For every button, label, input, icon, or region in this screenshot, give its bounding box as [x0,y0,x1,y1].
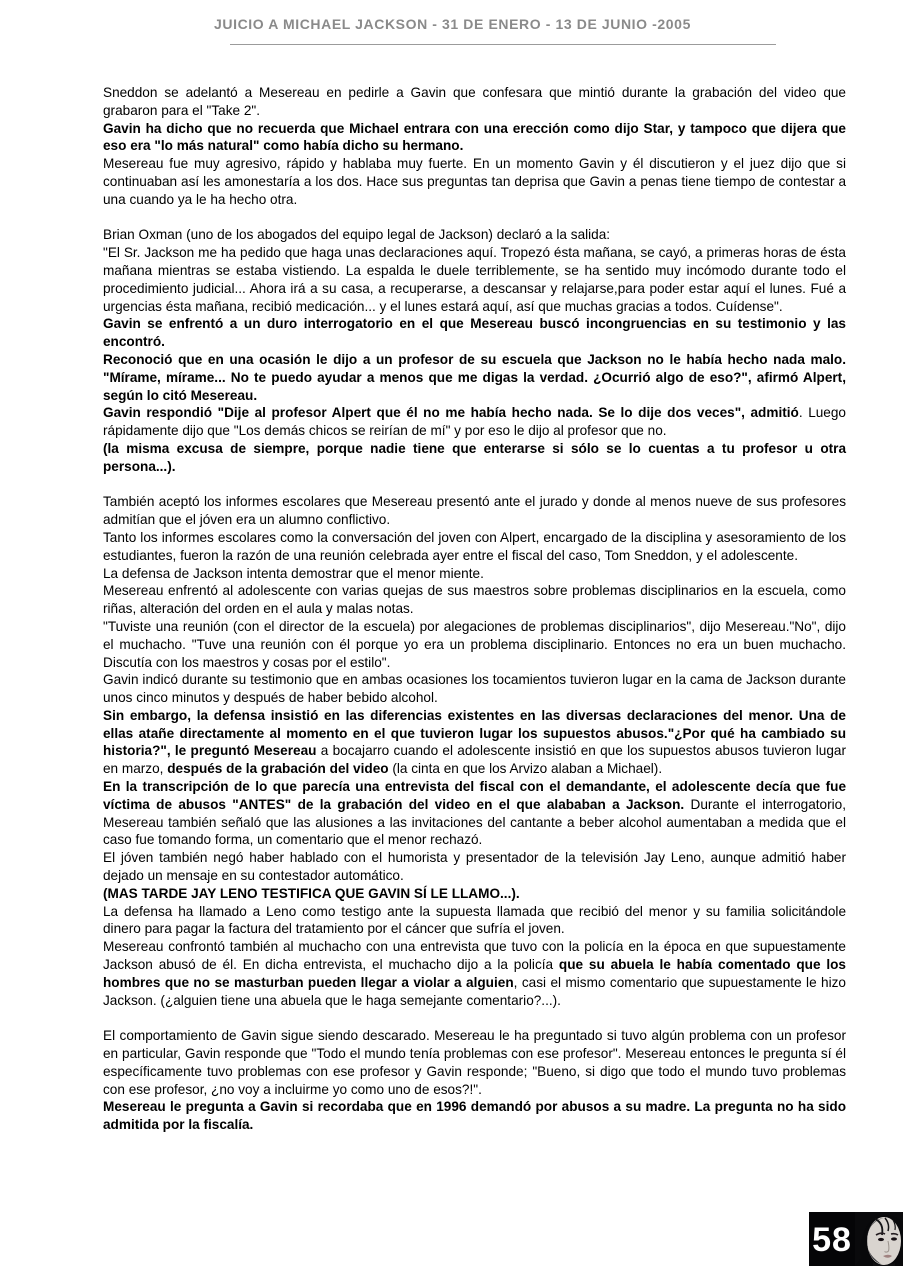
paragraph-text-segment: (la cinta en que los Arvizo alaban a Michael). [388,761,663,777]
paragraph-text-segment: También aceptó los informes escolares que Mesereau presentó ante el jurado y donde al menos nueve de sus profesores admitían que el jóven era un alumno conflictivo. [103,494,846,528]
paragraph-text-segment: . Luego rápidamente dijo que "Los demás chicos se reirían de mí" y por eso le dijo al profesor que no. [103,405,846,439]
paragraph [103,778,846,849]
paragraph-text-segment: Mesereau fue muy agresivo, rápido y hablaba muy fuerte. En un momento Gavin y él discutieron y el juez dijo que si continuaban así les amonestaría a los dos. Hace sus preguntas tan deprisa que Gavin a penas tiene tiempo de contestar a una cuando ya le ha hecho otra. [103,156,846,207]
paragraph-text-segment: Brian Oxman (uno de los abogados del equipo legal de Jackson) declaró a la salida: [103,227,611,243]
paragraph [103,404,846,440]
paragraph [103,903,846,939]
paragraph-bold-segment: después de la grabación del video [167,761,389,777]
paragraph [103,707,846,778]
header-divider [230,44,776,45]
paragraph-bold-segment: Gavin respondió "Dije al profesor Alpert que él no me había hecho nada. Se lo dije dos veces", admitió [103,405,799,421]
paragraph-bold-segment: Sin embargo, la defensa insistió en las diferencias existentes en las diversas declaraciones del menor. Una de ellas atañe directamente al momento en el que tuvieron lugar los supuestos abusos."¿Por qué ha cambiado su historia?", le preguntó Mesereau [103,707,846,759]
paragraph-text-segment: Sneddon se adelantó a Mesereau en pedirle a Gavin que confesara que mintió durante la grabación del video que grabaron para el "Take 2". [103,85,846,118]
paragraph-text-segment: a bocajarro cuando el adolescente insistió en que los supuestos abusos tuvieron lugar en marzo, [103,743,846,777]
paragraph [103,244,846,315]
paragraph [103,671,846,707]
paragraph [103,155,846,208]
paragraph-text-segment: Durante el interrogatorio, Mesereau también señaló que las alusiones a las invitaciones del cantante a beber alcohol aumentaban a medida que el caso fue tomando forma, un comentario que el menor rechazó. [103,796,846,848]
paragraph-text-segment: Gavin indicó durante su testimonio que en ambas ocasiones los tocamientos tuvieron lugar en la cama de Jackson durante unos cinco minutos y después de haber bebido alcohol. [103,672,846,706]
paragraph-bold-segment: que su abuela le había comentado que los hombres que no se masturban pueden llegar a violar a alguien [103,957,846,990]
page-number-badge [809,1212,903,1266]
paragraph-text-segment: "Tuviste una reunión (con el director de la escuela) por alegaciones de problemas disciplinarios", dijo Mesereau."No", dijo el muchacho. "Tuve una reunión con él porque yo era un problema disciplinario. Entonces no era un buen muchacho. Discutía con los maestros y cosas por el estilo". [103,618,846,670]
paragraph-bold-segment: Gavin se enfrentó a un duro interrogatorio en el que Mesereau buscó incongruencias en su testimonio y las encontró. [103,316,846,350]
paragraph [103,1027,846,1098]
paragraph [103,120,846,156]
paragraph-bold-segment: Reconoció que en una ocasión le dijo a un profesor de su escuela que Jackson no le había hecho nada malo. "Mírame, mírame... No te puedo ayudar a menos que me digas la verdad. ¿Ocurrió algo de eso?", afirmó Alpert, según lo citó Mesereau. [103,351,846,403]
paragraph [103,885,846,903]
paragraph [103,849,846,885]
paragraph-bold-segment: Mesereau le pregunta a Gavin si recordaba que en 1996 demandó por abusos a su madre. La pregunta no ha sido admitida por la fiscalía. [103,1099,846,1133]
paragraph-text-segment: El jóven también negó haber hablado con el humorista y presentador de la televisión Jay Leno, aunque admitió haber dejado un mensaje en su contestador automático. [103,850,846,884]
paragraph [103,938,846,1009]
paragraph-bold-segment: En la transcripción de lo que parecía una entrevista del fiscal con el demandante, el adolescente decía que fue víctima de abusos "ANTES" de la grabación del video en el que alababan a Jackson. [103,779,846,812]
paragraph [103,565,846,583]
paragraph [103,84,846,120]
paragraph-bold-segment: Gavin ha dicho que no recuerda que Michael entrara con una erección como dijo Star, y tampoco que dijera que eso era "lo más natural" como había dicho su hermano. [103,120,846,154]
paragraph-text-segment: Mesereau confrontó también al muchacho con una entrevista que tuvo con la policía en la época en que supuestamente Jackson abusó de él. En dicha entrevista, el muchacho dijo a la policía [103,939,846,973]
paragraph [103,440,846,476]
paragraph [103,1098,846,1134]
paragraph-text-segment: La defensa ha llamado a Leno como testigo ante la supuesta llamada que recibió del menor y su familia solicitándole dinero para pagar la factura del tratamiento por el cáncer que sufría el joven. [103,903,846,937]
page-title: JUICIO A MICHAEL JACKSON - 31 DE ENERO - 13 DE JUNIO -2005 [214,16,691,32]
paragraph-text-segment: Tanto los informes escolares como la conversación del joven con Alpert, encargado de la disciplina y asesoramiento de los estudiantes, fueron la razón de una reunión celebrada ayer entre el fiscal del caso, Tom Sneddon, y el adolescente. [103,529,846,563]
michael-jackson-photo-icon [855,1212,903,1266]
paragraph-bold-segment: (la misma excusa de siempre, porque nadie tiene que enterarse si sólo se lo cuentas a tu profesor u otra persona...). [103,440,846,474]
paragraph [103,529,846,565]
paragraph-text-segment: Mesereau enfrentó al adolescente con varias quejas de sus maestros sobre problemas disciplinarios en la escuela, como riñas, alteración del orden en el aula y malas notas. [103,583,846,617]
paragraph [103,226,846,244]
page-number: 58 [812,1221,852,1259]
paragraph-bold-segment: (MAS TARDE JAY LENO TESTIFICA QUE GAVIN SÍ LE LLAMO...). [103,885,520,901]
paragraph [103,582,846,618]
document-body [103,84,846,1134]
paragraph-text-segment: La defensa de Jackson intenta demostrar que el menor miente. [103,565,484,581]
paragraph [103,618,846,671]
paragraph [103,315,846,351]
paragraph [103,351,846,404]
paragraph-text-segment: "El Sr. Jackson me ha pedido que haga unas declaraciones aquí. Tropezó ésta mañana, se cayó, a primeras horas de ésta mañana mientras se estaba vistiendo. La espalda le duele terriblemente, se ha sentido muy incómodo durante todo el procedimiento judicial... Ahora irá a su casa, a recuperarse, a descansar y relajarse,para poder estar aquí el lunes. Fué a urgencias ésta mañana, recibió medicación... y el lunes estará aquí, así que muchas gracias a todos. Cuídense". [103,245,846,314]
paragraph [103,493,846,529]
paragraph-text-segment: , casi el mismo comentario que supuestamente le hizo Jackson. (¿alguien tiene una abuela que le haga semejante comentario?...). [103,974,846,1008]
paragraph-text-segment: El comportamiento de Gavin sigue siendo descarado. Mesereau le ha preguntado si tuvo algún problema con un profesor en particular, Gavin responde que "Todo el mundo tenía problemas con ese profesor". Mesereau entonces le pregunta sí él específicamente tuvo problemas con ese profesor y Gavin responde; "Bueno, si digo que todo el mundo tuvo problemas con ese profesor, ¿no voy a incluirme yo como uno de esos?!". [103,1028,846,1097]
